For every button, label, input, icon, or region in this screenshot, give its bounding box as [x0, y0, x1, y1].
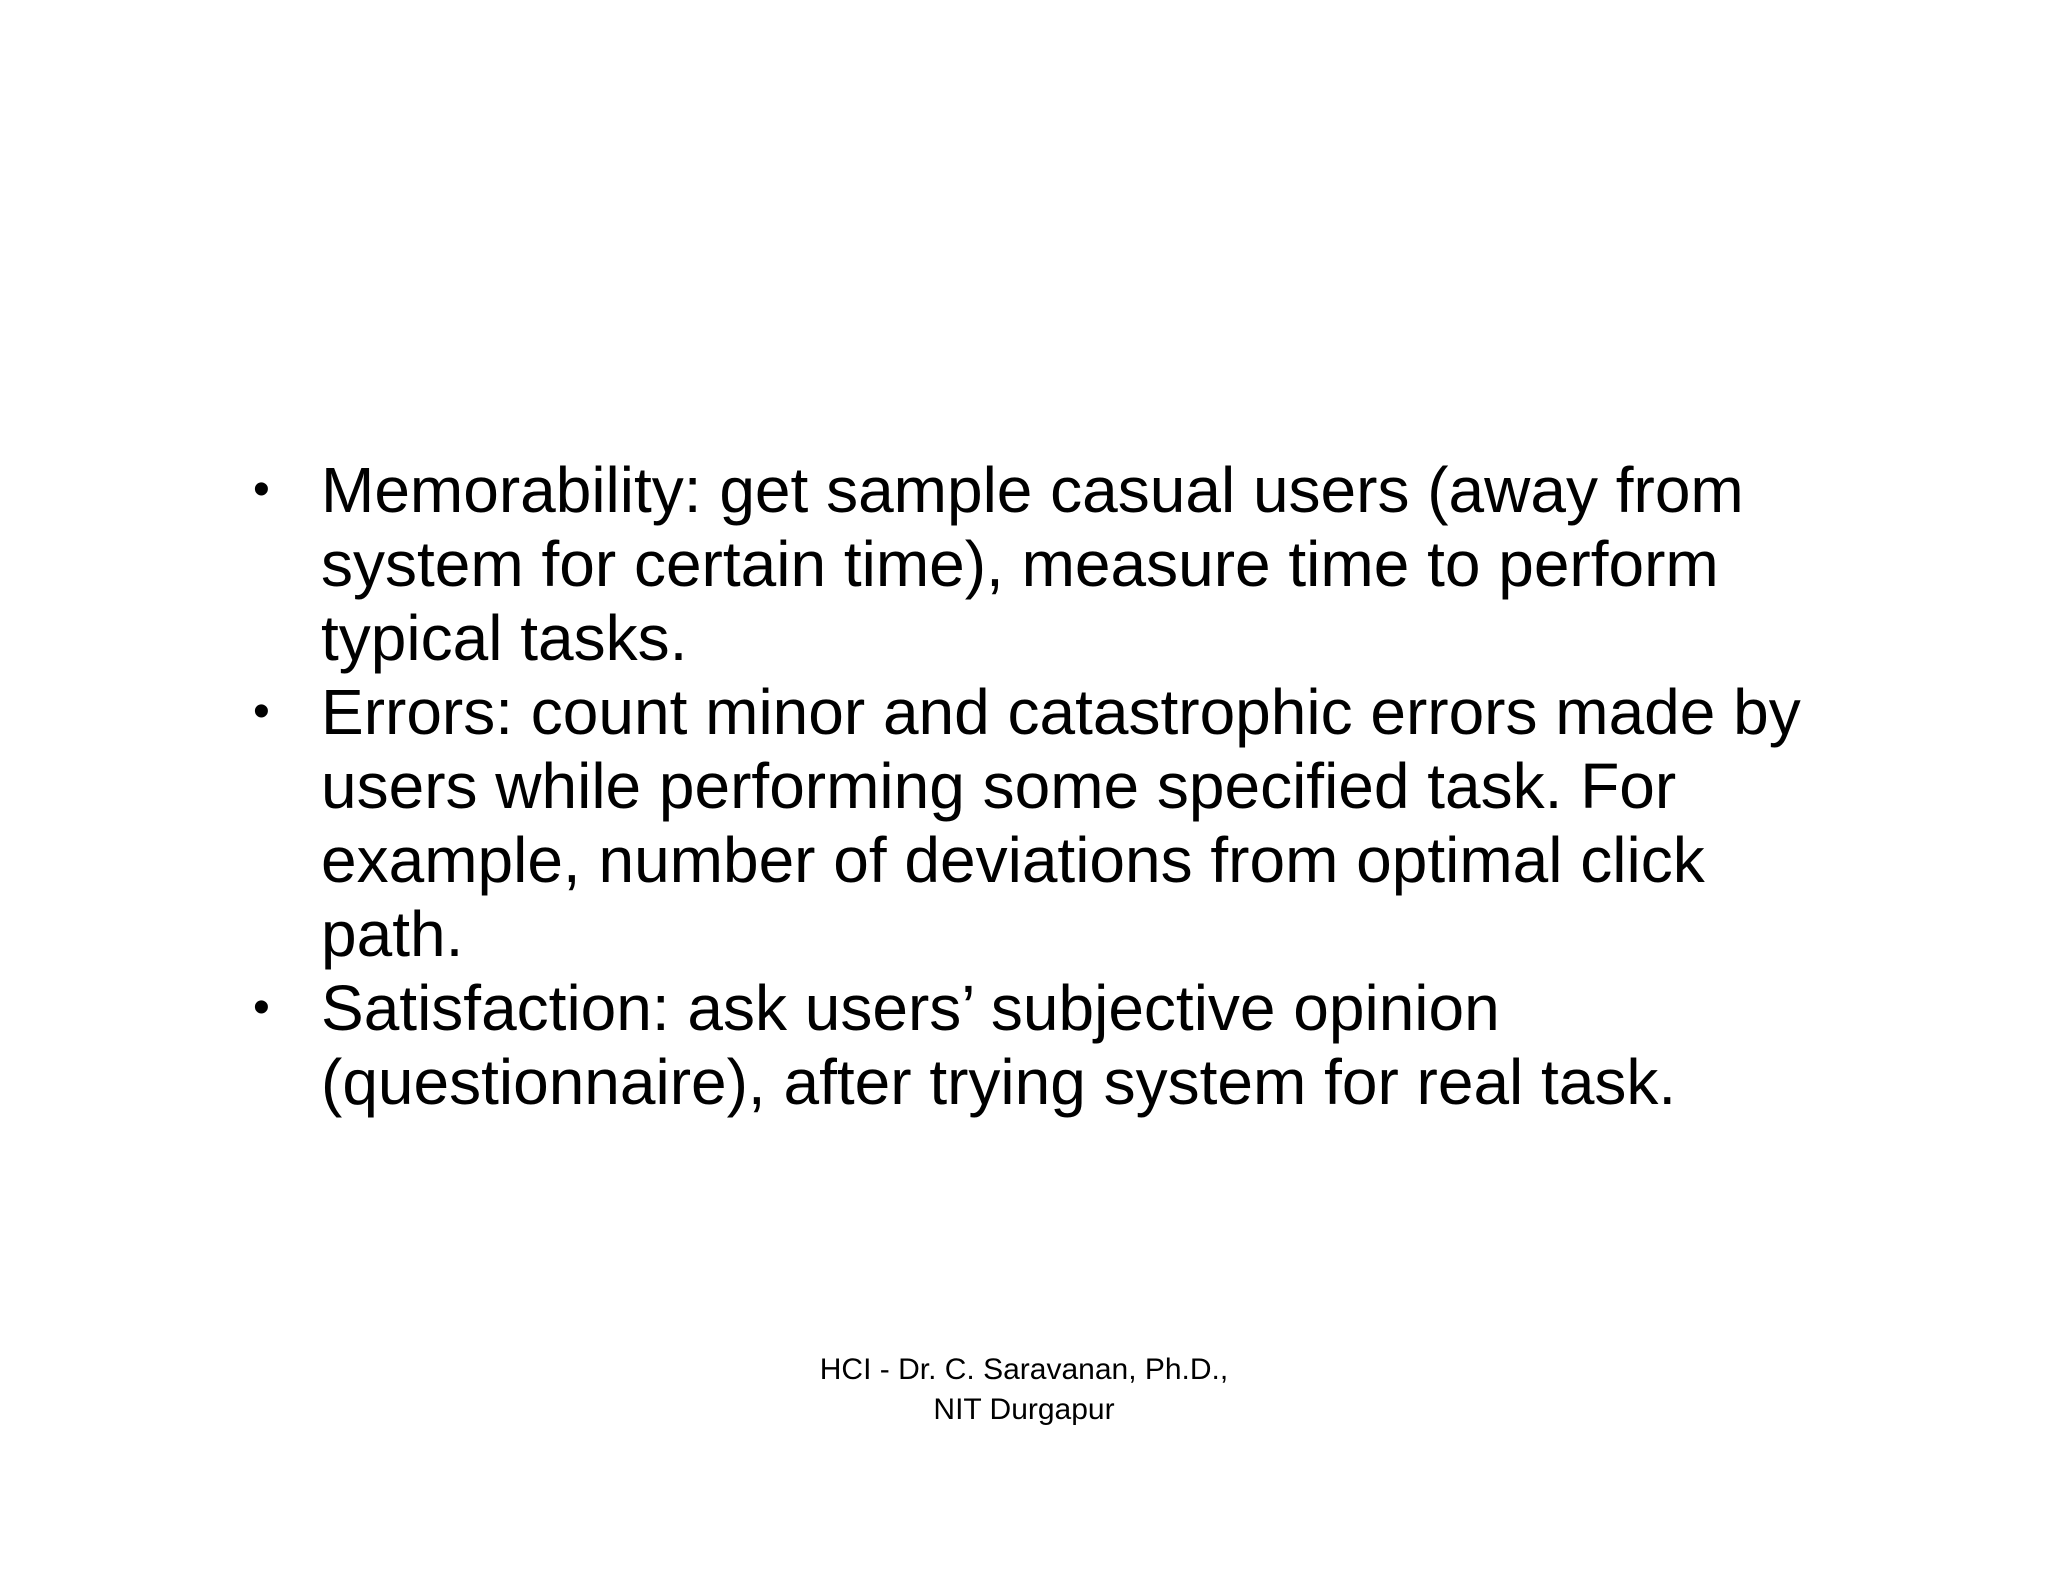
bullet-dot: •: [253, 981, 270, 1034]
bullet-dot: •: [253, 463, 270, 516]
bullet-memorability: [253, 453, 1813, 675]
bullet-text: Memorability: get sample casual users (away from system for certain time), measure time to perform typical tasks.: [321, 454, 1744, 674]
bullet-satisfaction: [253, 971, 1813, 1119]
bullet-list: [253, 453, 1813, 1119]
bullet-text: Errors: count minor and catastrophic errors made by users while performing some specified task. For example, number of deviations from optimal click path.: [321, 676, 1801, 970]
bullet-errors: [253, 675, 1813, 971]
bullet-text: Satisfaction: ask users’ subjective opinion (questionnaire), after trying system for real task.: [321, 972, 1677, 1118]
footer-institution: NIT Durgapur: [933, 1393, 1115, 1426]
bullet-dot: •: [253, 685, 270, 738]
footer-author: HCI - Dr. C. Saravanan, Ph.D.,: [819, 1353, 1229, 1386]
slide-footer: [0, 1350, 2048, 1430]
